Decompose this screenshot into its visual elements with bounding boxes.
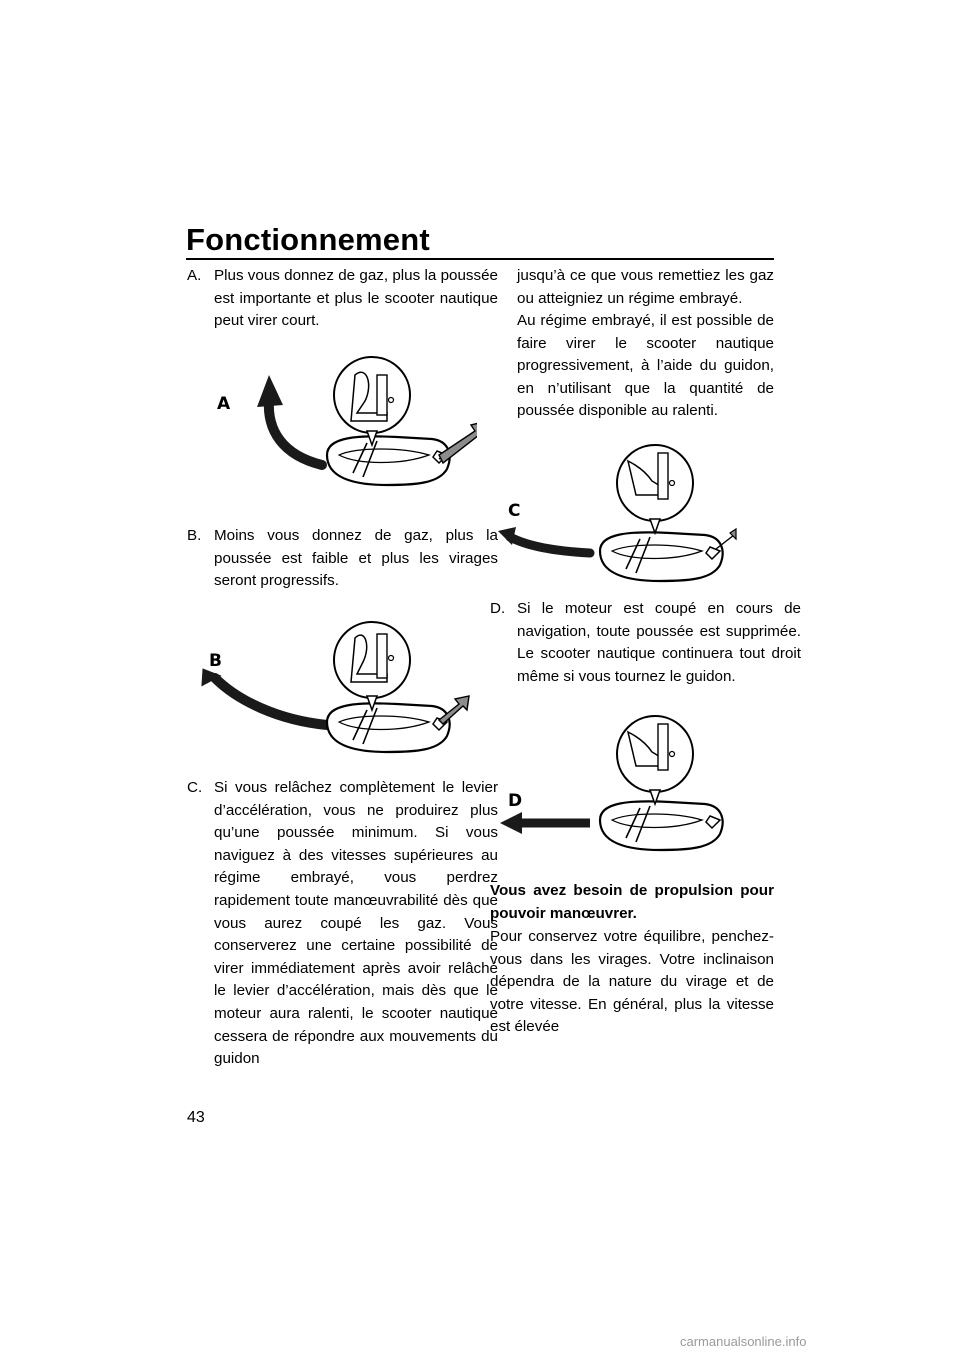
jet-ski-turn-illustration bbox=[490, 435, 774, 585]
figure-a bbox=[217, 355, 477, 495]
figure-letter: D bbox=[508, 791, 523, 811]
jet-ski-turn-illustration bbox=[217, 355, 477, 495]
jet-ski-hull bbox=[600, 532, 723, 581]
jet-ski-straight-illustration bbox=[490, 710, 774, 860]
title-rule bbox=[186, 258, 774, 260]
figure-letter: C bbox=[508, 501, 521, 521]
section-heading: Vous avez besoin de propulsion pour pouvoir manœuvrer. bbox=[490, 882, 774, 922]
item-label: B. bbox=[187, 527, 202, 544]
list-item-a bbox=[187, 265, 498, 333]
list-item-d bbox=[490, 598, 801, 688]
list-item-c bbox=[187, 777, 498, 1071]
jet-ski-turn-illustration bbox=[197, 610, 477, 760]
item-label: D. bbox=[490, 600, 506, 617]
item-text: Si vous relâchez complètement le levier d’accélération, vous ne produirez plus qu’une poussée minimum. Si vous naviguez à des vitesses supérieures au régime embrayé, vous perdrez rapidement toute manœuvrabilité dès que vous aurez coupé les gaz. Vous conserverez une certaine possibilité de virer immédiatement après avoir relâché le levier d’accélération, mais dès que le moteur aura ralenti, le scooter nautique cessera de répondre aux mouvements du guidon bbox=[214, 779, 498, 1068]
item-text: Plus vous donnez de gaz, plus la poussée est importante et plus le scooter nautique peut virer court. bbox=[214, 267, 498, 330]
item-c-continued: jusqu’à ce que vous remettiez les gaz ou atteigniez un régime embrayé. bbox=[517, 267, 774, 307]
item-label: C. bbox=[187, 779, 203, 796]
figure-c bbox=[490, 435, 774, 585]
item-c-extra: Au régime embrayé, il est possible de faire virer le scooter nautique progressivement, à l’aide du guidon, en n’utilisant que la quantité de poussée disponible au ralenti. bbox=[517, 312, 774, 420]
item-text: Si le moteur est coupé en cours de navigation, toute poussée est supprimée. Le scooter nautique continuera tout droit même si vous tournez le guidon. bbox=[517, 600, 801, 685]
figure-d bbox=[490, 710, 774, 860]
item-label: A. bbox=[187, 267, 202, 284]
watermark: carmanualsonline.info bbox=[680, 1334, 807, 1349]
figure-b bbox=[197, 610, 477, 760]
item-text: Moins vous donnez de gaz, plus la poussée est faible et plus les virages seront progressifs. bbox=[214, 527, 498, 590]
page-title: Fonctionnement bbox=[186, 222, 430, 257]
figure-letter: B bbox=[209, 651, 222, 671]
figure-letter: A bbox=[217, 394, 231, 414]
jet-ski-hull bbox=[600, 801, 723, 850]
list-item-b bbox=[187, 525, 498, 593]
page-number: 43 bbox=[187, 1109, 205, 1126]
section-body: Pour conservez votre équilibre, penchez-vous dans les virages. Votre inclinaison dépendra de la nature du virage et de votre vitesse. En général, plus la vitesse est élevée bbox=[490, 928, 774, 1036]
jet-ski-hull bbox=[327, 436, 450, 485]
jet-ski-hull bbox=[327, 703, 450, 752]
